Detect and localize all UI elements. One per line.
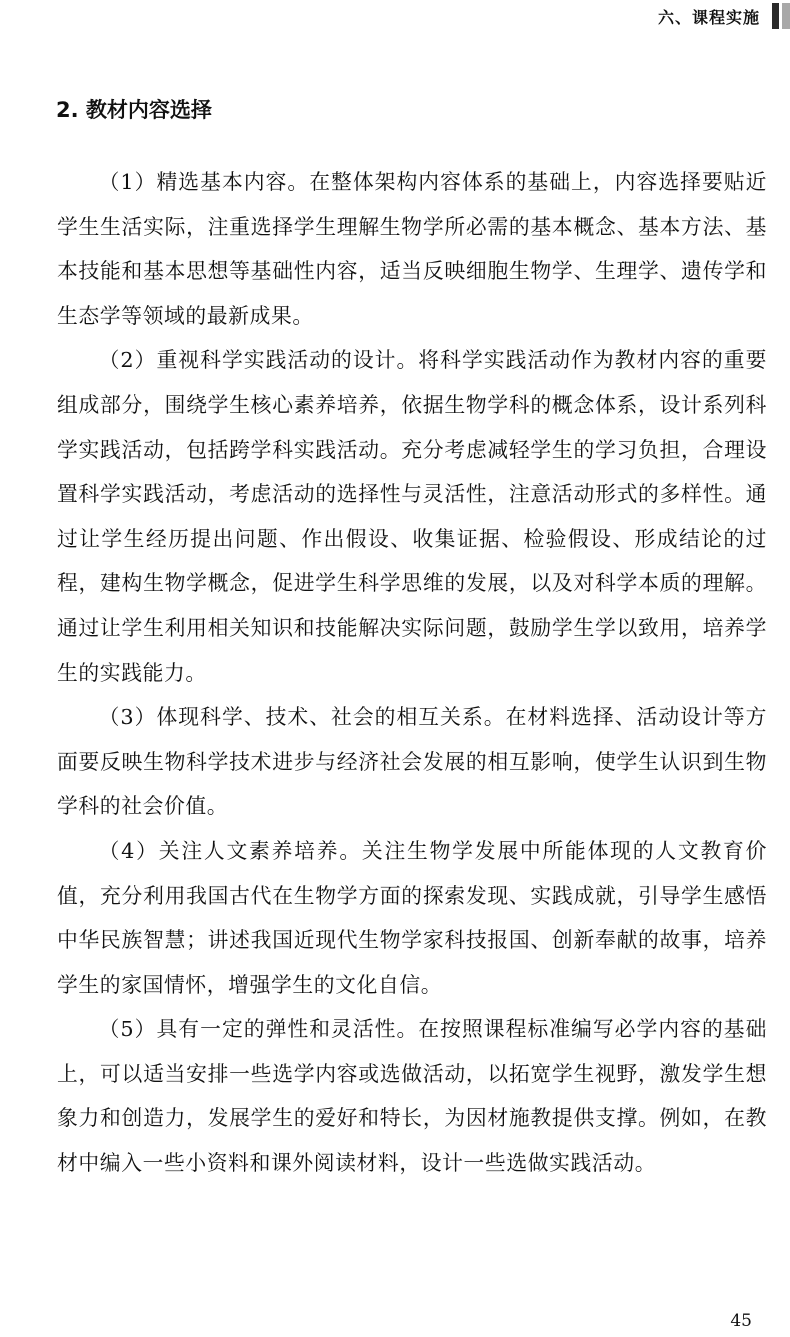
running-header [658,0,790,32]
paragraph-3: （3）体现科学、技术、社会的相互关系。在材料选择、活动设计等方面要反映生物科学技术进步与经济社会发展的相互影响，使学生认识到生物学科的社会价值。 [57,705,767,819]
body-text [57,160,767,1186]
paragraph-1: （1）精选基本内容。在整体架构内容体系的基础上，内容选择要贴近学生生活实际，注重选择学生理解生物学所必需的基本概念、基本方法、基本技能和基本思想等基础性内容，适当反映细胞生物学、生理学、遗传学和生态学等领域的最新成果。 [57,170,767,328]
paragraph-5: （5）具有一定的弹性和灵活性。在按照课程标准编写必学内容的基础上，可以适当安排一些选学内容或选做活动，以拓宽学生视野，激发学生想象力和创造力，发展学生的爱好和特长，为因材施教提供支撑。例如，在教材中编入一些小资料和课外阅读材料，设计一些选做实践活动。 [57,1017,767,1176]
paragraph-2: （2）重视科学实践活动的设计。将科学实践活动作为教材内容的重要组成部分，围绕学生核心素养培养，依据生物学科的概念体系，设计系列科学实践活动，包括跨学科实践活动。充分考虑减轻学生的学习负担，合理设置科学实践活动，考虑活动的选择性与灵活性，注意活动形式的多样性。通过让学生经历提出问题、作出假设、收集证据、检验假设、形成结论的过程，建构生物学概念，促进学生科学思维的发展，以及对科学本质的理解。通过让学生利用相关知识和技能解决实际问题，鼓励学生学以致用，培养学生的实践能力。 [57,348,767,685]
chapter-title: 六、课程实施 [657,7,760,27]
paragraph-4: （4）关注人文素养培养。关注生物学发展中所能体现的人文教育价值，充分利用我国古代在生物学方面的探索发现、实践成就，引导学生感悟中华民族智慧；讲述我国近现代生物学家科技报国、创新奉献的故事，培养学生的家国情怀，增强学生的文化自信。 [57,838,767,997]
header-bar-dark [772,3,779,29]
header-bar-light [782,3,790,29]
header-decoration-bars [772,3,790,29]
section-heading: 2. 教材内容选择 [56,98,212,122]
page-number: 45 [730,1311,752,1331]
